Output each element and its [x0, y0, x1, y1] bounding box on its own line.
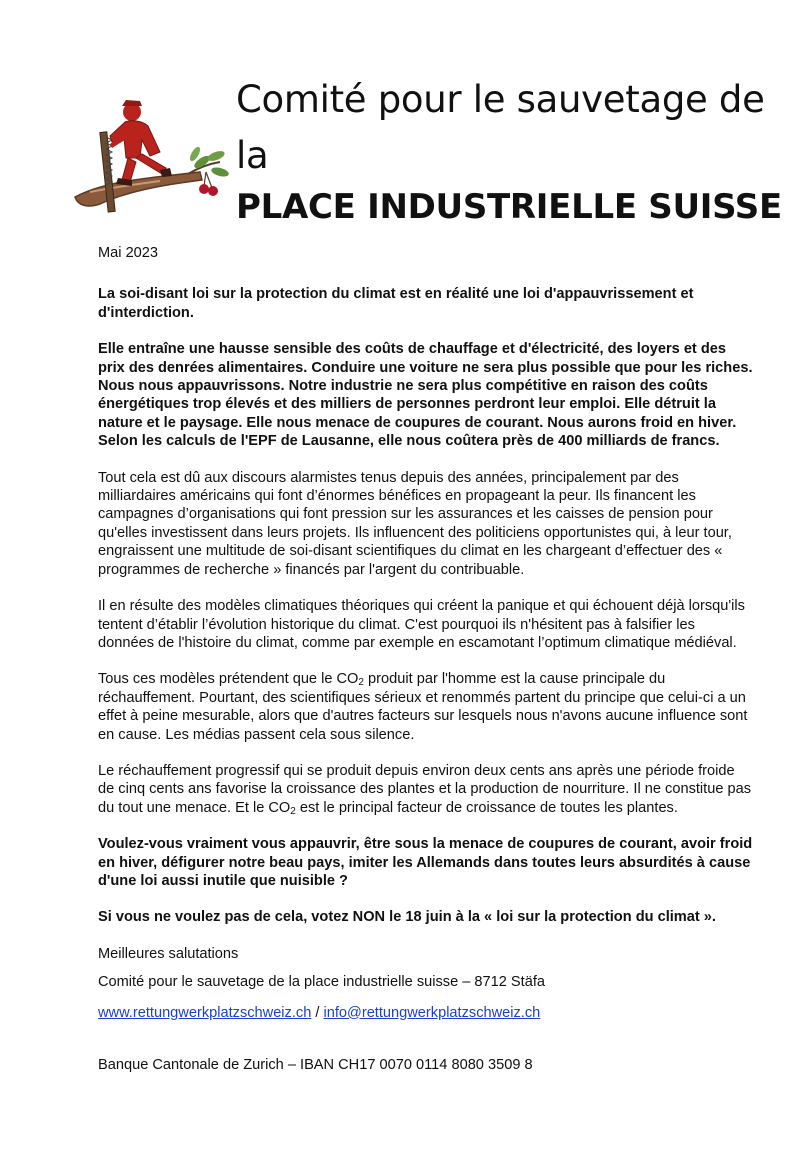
letter-date: Mai 2023	[98, 245, 159, 261]
co2-paragraph-start: Tous ces modèles prétendent que le CO	[98, 671, 359, 688]
climate-models-paragraph: Il en résulte des modèles climatiques théoriques qui créent la panique et qui échouent déjà lorsqu'ils tentent d’établir l’évolution historique du climat. C'est pourquoi ils n'hésitent pas à falsifier les données de l'histoire du climat, comme par exemple en escamotant l’optimum climatique médiéval.	[98, 598, 745, 651]
co2-subscript: 2	[358, 677, 364, 689]
committee-logo	[70, 92, 230, 222]
alarmism-paragraph: Tout cela est dû aux discours alarmistes tenus depuis des années, principalement par des milliardaires américains qui font d’énormes bénéfices en propageant la peur. Ils financent les campagnes d’organisations qui font pression sur les assurances et les caisses de pension pour qu'elles investissent dans leurs projets. Ils influencent des politiciens opportunistes qui, à leur tour, engraissent une multitude de soi-disant scientifiques du climat en les chargeant d’effectuer des « programmes de recherche » financés par l'argent du contribuable.	[98, 469, 732, 578]
co2-paragraph	[98, 670, 753, 744]
warming-paragraph	[98, 762, 753, 817]
contact-links	[98, 1004, 753, 1022]
closing-salutation: Meilleures salutations	[98, 945, 239, 962]
consequences-paragraph: Elle entraîne une hausse sensible des coûts de chauffage et d'électricité, des loyers et des prix des denrées alimentaires. Conduire une voiture ne sera plus possible que pour les riches. Nous nous appauvrissons. Notre industrie ne sera plus compétitive en raison des coûts énergétiques trop élevés et des milliers de personnes perdront leur emploi. Elle détruit la nature et le paysage. Elle nous menace de coupures de courant. Nous aurons froid en hiver. Selon les calculs de l'EPF de Lausanne, elle nous coûtera près de 400 milliards de francs.	[98, 341, 753, 450]
intro-paragraph: La soi-disant loi sur la protection du climat est en réalité une loi d'appauvrissement et d'interdiction.	[98, 286, 694, 321]
vote-paragraph: Si vous ne voulez pas de cela, votez NON le 18 juin à la « loi sur la protection du climat ».	[98, 909, 716, 926]
co2-subscript-2: 2	[290, 805, 296, 817]
lumberjack-sawing-branch-icon	[70, 92, 230, 222]
committee-header	[236, 72, 796, 230]
warming-paragraph-end: est le principal facteur de croissance de toutes les plantes.	[295, 799, 678, 816]
bank-details: Banque Cantonale de Zurich – IBAN CH17 0070 0114 8080 3509 8	[98, 1057, 533, 1073]
question-paragraph: Voulez-vous vraiment vous appauvrir, être sous la menace de coupures de courant, avoir froid en hiver, défigurer notre beau pays, imiter les Allemands dans toutes leurs absurdités à cause d'une loi aussi inutile que nuisible ?	[98, 836, 753, 889]
email-link[interactable]: info@rettungwerkplatzschweiz.ch	[323, 1004, 541, 1021]
website-link[interactable]: www.rettungwerkplatzschweiz.ch	[98, 1004, 312, 1021]
warming-paragraph-start: Le réchauffement progressif qui se produit depuis environ deux cents ans après une période froide de cinq cents ans favorise la croissance des plantes et la production de nourriture. Il ne constitue pas du tout une menace. Et le CO	[98, 762, 752, 816]
letter-body	[98, 244, 753, 1092]
signature-line: Comité pour le sauvetage de la place industrielle suisse – 8712 Stäfa	[98, 974, 546, 991]
header-line-2: PLACE INDUSTRIELLE SUISSE	[236, 187, 782, 227]
link-separator: /	[311, 1004, 324, 1021]
co2-paragraph-end: produit par l'homme est la cause principale du réchauffement. Pourtant, des scientifiques sérieux et renommés partent du principe que celui-ci a un effet à peine mesurable, alors que d'autres facteurs sur lesquels nous n'avons aucune influence sont en cause. Les médias passent cela sous silence.	[98, 671, 748, 743]
header-line-1: Comité pour le sauvetage de la	[236, 78, 765, 177]
